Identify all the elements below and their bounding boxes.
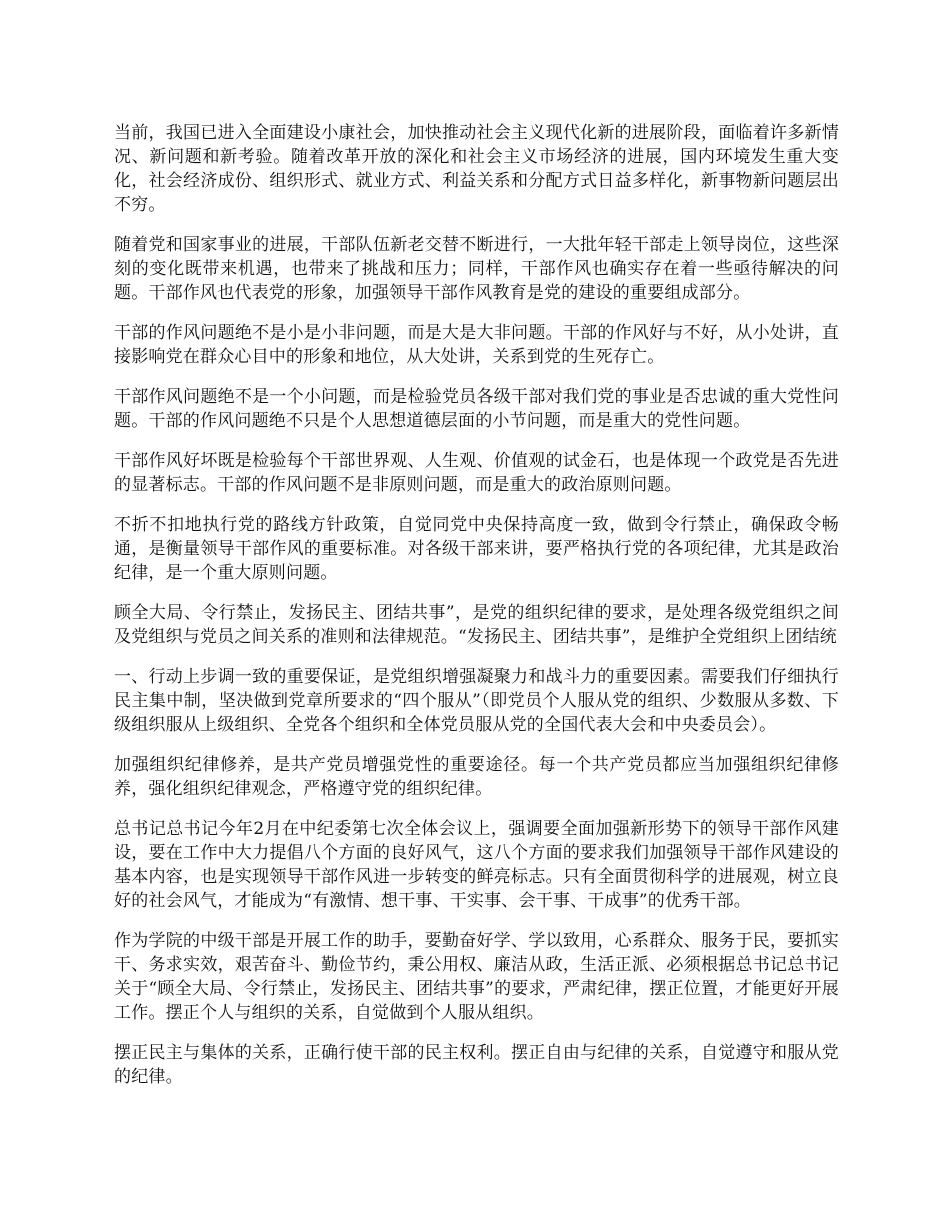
paragraph-10: 总书记总书记今年2月在中纪委第七次全体会议上，强调要全面加强新形势下的领导干部作风建设，要在工作中大力提倡八个方面的良好风气，这八个方面的要求我们加强领导干部作风建设的基本内容，也是实现领导干部作风进一步转变的鲜亮标志。只有全面贯彻科学的进展观，树立良好的社会风气，才能成为“有激情、想干事、干实事、会干事、干成事”的优秀干部。 bbox=[114, 819, 839, 911]
paragraph-1: 当前，我国已进入全面建设小康社会，加快推动社会主义现代化新的进展阶段，面临着许多新情况、新问题和新考验。随着改革开放的深化和社会主义市场经济的进展，国内环境发生重大变化，社会经济成份、组织形式、就业方式、利益关系和分配方式日益多样化，新事物新问题层出不穷。 bbox=[114, 123, 839, 215]
paragraph-2: 随着党和国家事业的进展，干部队伍新老交替不断进行，一大批年轻干部走上领导岗位，这些深刻的变化既带来机遇，也带来了挑战和压力；同样，干部作风也确实存在着一些亟待解决的问题。干部作风也代表党的形象，加强领导干部作风教育是党的建设的重要组成部分。 bbox=[114, 235, 839, 303]
document-body bbox=[114, 121, 839, 1105]
paragraph-7: 顾全大局、令行禁止，发扬民主、团结共事”，是党的组织纪律的要求，是处理各级党组织之间及党组织与党员之间关系的准则和法律规范。“发扬民主、团结共事”，是维护全党组织上团结统 bbox=[114, 603, 839, 647]
paragraph-8: 一、行动上步调一致的重要保证，是党组织增强凝聚力和战斗力的重要因素。需要我们仔细执行民主集中制，坚决做到党章所要求的“四个服从”（即党员个人服从党的组织、少数服从多数、下级组织服从上级组织、全党各个组织和全体党员服从党的全国代表大会和中央委员会）。 bbox=[114, 667, 839, 735]
paragraph-6: 不折不扣地执行党的路线方针政策，自觉同党中央保持高度一致，做到令行禁止，确保政令畅通，是衡量领导干部作风的重要标准。对各级干部来讲，要严格执行党的各项纪律，尤其是政治纪律，是一个重大原则问题。 bbox=[114, 515, 839, 583]
paragraph-4: 干部作风问题绝不是一个小问题，而是检验党员各级干部对我们党的事业是否忠诚的重大党性问题。干部的作风问题绝不只是个人思想道德层面的小节问题，而是重大的党性问题。 bbox=[114, 387, 839, 431]
paragraph-12: 摆正民主与集体的关系，正确行使干部的民主权利。摆正自由与纪律的关系，自觉遵守和服从党的纪律。 bbox=[114, 1043, 839, 1087]
paragraph-9: 加强组织纪律修养，是共产党员增强党性的重要途径。每一个共产党员都应当加强组织纪律修养，强化组织纪律观念，严格遵守党的组织纪律。 bbox=[114, 755, 839, 799]
paragraph-5: 干部作风好坏既是检验每个干部世界观、人生观、价值观的试金石，也是体现一个政党是否先进的显著标志。干部的作风问题不是非原则问题，而是重大的政治原则问题。 bbox=[114, 451, 839, 495]
paragraph-3: 干部的作风问题绝不是小是小非问题，而是大是大非问题。干部的作风好与不好，从小处讲，直接影响党在群众心目中的形象和地位，从大处讲，关系到党的生死存亡。 bbox=[114, 323, 839, 367]
paragraph-11: 作为学院的中级干部是开展工作的助手，要勤奋好学、学以致用，心系群众、服务于民，要抓实干、务求实效，艰苦奋斗、勤俭节约，秉公用权、廉洁从政，生活正派、必须根据总书记总书记关于“顾全大局、令行禁止，发扬民主、团结共事”的要求，严肃纪律，摆正位置，才能更好开展工作。摆正个人与组织的关系，自觉做到个人服从组织。 bbox=[114, 931, 839, 1023]
